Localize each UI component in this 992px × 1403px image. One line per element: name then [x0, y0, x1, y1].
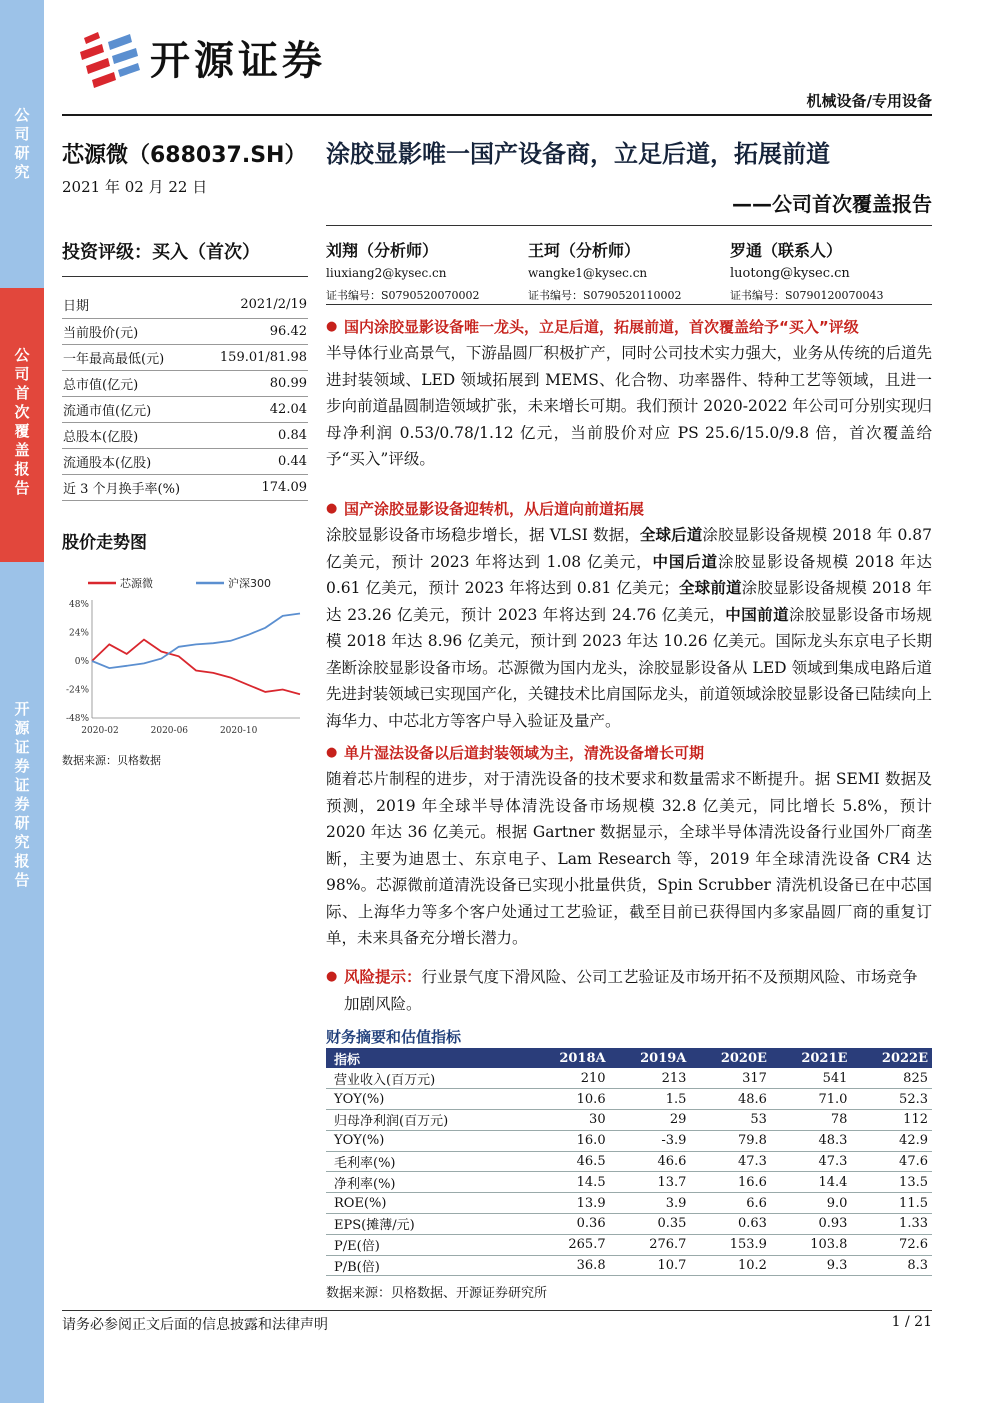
column-header: 2019A: [610, 1048, 691, 1068]
row-label: EPS(摊薄/元): [326, 1214, 529, 1235]
financial-table-title: 财务摘要和估值指标: [326, 1028, 462, 1046]
row-label: P/B(倍): [326, 1255, 529, 1276]
analyst-cert: 证书编号：S0790120070043: [730, 289, 884, 302]
price-trend-chart: [62, 568, 308, 746]
table-cell: 1.5: [610, 1089, 691, 1110]
section-heading: ● 国产涂胶显影设备迎转机，从后道向前道拓展: [326, 500, 932, 518]
table-cell: 10.2: [690, 1255, 771, 1276]
analyst-cert: 证书编号：S0790520110002: [528, 289, 682, 302]
table-cell: 541: [771, 1068, 852, 1089]
analyst-email[interactable]: luotong@kysec.cn: [730, 266, 850, 281]
text-run: 涂胶显影设备规模 2018 年达 23.26 亿美元，预计 2023 年将达到 24.76 亿美元，: [326, 579, 932, 624]
analyst-card: [528, 238, 730, 303]
table-row: [62, 370, 308, 396]
stock-name: 芯源微（688037.SH）: [62, 143, 307, 168]
row-label: ROE(%): [326, 1193, 529, 1214]
analyst-list: [326, 238, 932, 303]
section-1: [326, 318, 932, 473]
divider: [326, 304, 932, 305]
row-label: 毛利率(%): [326, 1151, 529, 1172]
table-cell: 47.3: [771, 1151, 852, 1172]
table-cell: 265.7: [529, 1234, 610, 1255]
risk-text: 行业景气度下滑风险、公司工艺验证及市场开拓不及预期风险、市场竞争加剧风险。: [344, 968, 918, 1013]
band-report-type: [0, 288, 44, 562]
table-cell: 9.0: [771, 1193, 852, 1214]
table-cell: 112: [851, 1110, 932, 1131]
table-cell: 6.6: [690, 1193, 771, 1214]
column-header: 2021E: [771, 1048, 852, 1068]
text-bold: 全球后道: [639, 525, 703, 544]
section-3: [326, 744, 932, 952]
row-label: YOY(%): [326, 1089, 529, 1110]
financial-table-source: 数据来源：贝格数据、开源证券研究所: [326, 1286, 548, 1301]
table-cell: 16.6: [690, 1172, 771, 1193]
band-label-3: 开源证券 证券研究报告: [14, 700, 30, 889]
divider: [62, 114, 932, 116]
financial-table: [326, 1048, 932, 1276]
table-row: [62, 448, 308, 474]
table-cell: 103.8: [771, 1234, 852, 1255]
table-cell: 47.6: [851, 1151, 932, 1172]
table-row: [62, 474, 308, 500]
table-cell: 30: [529, 1110, 610, 1131]
section-2: [326, 500, 932, 734]
key-value: 80.99: [203, 370, 308, 396]
row-label: 营业收入(百万元): [326, 1068, 529, 1089]
table-cell: 8.3: [851, 1255, 932, 1276]
table-cell: 9.3: [771, 1255, 852, 1276]
table-row: [62, 422, 308, 448]
table-row: [326, 1214, 932, 1235]
analyst-name: 罗通（联系人）: [730, 241, 843, 260]
table-cell: 13.9: [529, 1193, 610, 1214]
key-value: 174.09: [203, 474, 308, 500]
text-run: 涂胶显影设备市场稳步增长，据 VLSI 数据，: [326, 526, 640, 544]
table-cell: 276.7: [610, 1234, 691, 1255]
band-brand: [0, 700, 44, 920]
disclaimer-note: 请务必参阅正文后面的信息披露和法律声明: [62, 1317, 328, 1333]
table-cell: 46.5: [529, 1151, 610, 1172]
table-cell: 1.33: [851, 1214, 932, 1235]
key-value: 42.04: [203, 396, 308, 422]
analyst-name: 王珂（分析师）: [528, 241, 641, 260]
table-row: [326, 1130, 932, 1151]
table-cell: 153.9: [690, 1234, 771, 1255]
divider: [326, 225, 932, 226]
table-cell: -3.9: [610, 1130, 691, 1151]
table-cell: 14.4: [771, 1172, 852, 1193]
y-tick-label: -24%: [65, 685, 89, 696]
brand-logo-icon: [78, 32, 140, 90]
table-row: [326, 1151, 932, 1172]
table-row: [326, 1068, 932, 1089]
analyst-email[interactable]: liuxiang2@kysec.cn: [326, 266, 447, 280]
text-bold: 全球前道: [678, 578, 742, 597]
analyst-card: [326, 238, 528, 303]
band-label-1: 公司研究: [14, 106, 30, 181]
table-row: [62, 318, 308, 344]
risk-note: [326, 964, 932, 1017]
table-cell: 0.36: [529, 1214, 610, 1235]
text-run: 涂胶显影设备市场规模 2018 年达 8.96 亿美元，预计到 2023 年达 10.26 亿美元。国际龙头东京电子长期垄断涂胶显影设备市场。芯源微为国内龙头，涂胶显影设备从 LED 领域到集成电路后道先进封装领域已实现国产化，关键技术比肩国际龙头，前道领域涂胶显影设备已陆续向上海华力、中芯北方等客户导入验证及量产。: [326, 605, 932, 730]
table-cell: 11.5: [851, 1193, 932, 1214]
table-cell: 13.7: [610, 1172, 691, 1193]
analyst-name: 刘翔（分析师）: [326, 241, 439, 260]
report-date: 2021 年 02 月 22 日: [62, 178, 208, 196]
key-value: 2021/2/19: [203, 292, 308, 318]
section-text: 半导体行业高景气，下游晶圆厂积极扩产，同时公司技术实力强大，业务从传统的后道先进封装领域、LED 领域拓展到 MEMS、化合物、功率器件、特种工艺等领域，且进一步向前道晶圆制造领域扩张，未来增长可期。我们预计 2020-2022 年公司可分别实现归母净利润 0.53/0.78/1.12 亿元，当前股价对应 PS 25.6/15.0/9.8 倍，首次覆盖给予“买入”评级。: [326, 344, 932, 468]
table-cell: 42.9: [851, 1130, 932, 1151]
key-value: 0.44: [203, 448, 308, 474]
table-cell: 13.5: [851, 1172, 932, 1193]
series-line: [92, 614, 300, 669]
table-cell: 213: [610, 1068, 691, 1089]
risk-label: 风险提示：: [344, 968, 422, 986]
table-header-row: [326, 1048, 932, 1068]
column-header: 2020E: [690, 1048, 771, 1068]
report-subtitle: ——公司首次覆盖报告: [732, 192, 932, 216]
table-row: [326, 1089, 932, 1110]
row-label: YOY(%): [326, 1130, 529, 1151]
table-row: [326, 1172, 932, 1193]
column-header: 2022E: [851, 1048, 932, 1068]
price-chart-title: 股价走势图: [62, 533, 147, 553]
divider: [62, 276, 308, 277]
band-label-2: 公司首次覆盖报告: [14, 346, 30, 497]
y-tick-label: 48%: [68, 600, 89, 610]
y-tick-label: -48%: [65, 714, 89, 724]
table-row: [62, 292, 308, 318]
section-heading: ● 国内涂胶显影设备唯一龙头，立足后道，拓展前道，首次覆盖给予“买入”评级: [326, 318, 932, 336]
y-tick-label: 0%: [74, 657, 89, 667]
risk-section: [326, 964, 932, 1017]
divider: [62, 1310, 932, 1311]
table-cell: 3.9: [610, 1193, 691, 1214]
key-label: 流通股本(亿股): [62, 448, 203, 474]
investment-rating: 投资评级：买入（首次）: [62, 242, 260, 263]
table-cell: 47.3: [690, 1151, 771, 1172]
section-text: [326, 522, 932, 734]
industry-label: 机械设备/专用设备: [806, 92, 932, 110]
section-text: 随着芯片制程的进步，对于清洗设备的技术要求和数量需求不断提升。据 SEMI 数据及预测，2019 年全球半导体清洗设备市场规模 32.8 亿美元，同比增长 5.8%，预计 2020 年达 36 亿美元。根据 Gartner 数据显示，全球半导体清洗设备行业国外厂商垄断，主要为迪恩士、东京电子、Lam Research 等，2019 年全球清洗设备 CR4 达 98%。芯源微前道清洗设备已实现小批量供货，Spin Scrubber 清洗机设备已在中芯国际、上海华力等多个客户处通过工艺验证，截至目前已获得国内多家晶圆厂商的重复订单，未来具备充分增长潜力。: [326, 770, 932, 947]
key-value: 159.01/81.98: [203, 344, 308, 370]
table-cell: 78: [771, 1110, 852, 1131]
side-band: [0, 0, 44, 1403]
key-label: 流通市值(亿元): [62, 396, 203, 422]
table-cell: 29: [610, 1110, 691, 1131]
key-label: 近 3 个月换手率(%): [62, 474, 203, 500]
table-cell: 71.0: [771, 1089, 852, 1110]
table-row: [326, 1193, 932, 1214]
key-value: 96.42: [203, 318, 308, 344]
table-cell: 210: [529, 1068, 610, 1089]
analyst-email[interactable]: wangke1@kysec.cn: [528, 266, 648, 280]
table-row: [326, 1234, 932, 1255]
table-row: [326, 1110, 932, 1131]
x-tick-label: 2020-02: [81, 726, 119, 736]
table-cell: 317: [690, 1068, 771, 1089]
table-cell: 825: [851, 1068, 932, 1089]
analyst-card: [730, 238, 932, 303]
column-header: 2018A: [529, 1048, 610, 1068]
key-label: 总市值(亿元): [62, 370, 203, 396]
text-run: 涂胶显影设备规模 2018 年 0.87 亿美元，预计 2023 年将达到 1.08 亿美元，: [326, 526, 932, 571]
x-tick-label: 2020-10: [219, 726, 258, 736]
key-label: 日期: [62, 292, 203, 318]
legend-label: 沪深300: [228, 577, 271, 590]
text-bold: 中国后道: [652, 551, 719, 571]
table-cell: 53: [690, 1110, 771, 1131]
section-heading: ● 单片湿法设备以后道封装领域为主，清洗设备增长可期: [326, 744, 932, 762]
table-cell: 0.63: [690, 1214, 771, 1235]
band-company-research: [0, 100, 44, 290]
report-title: 涂胶显影唯一国产设备商，立足后道，拓展前道: [326, 140, 830, 168]
column-header: 指标: [326, 1048, 529, 1068]
table-cell: 16.0: [529, 1130, 610, 1151]
key-label: 一年最高最低(元): [62, 344, 203, 370]
text-run: 涂胶显影设备规模 2018 年达 0.61 亿美元，预计 2023 年将达到 0.81 亿美元；: [326, 552, 932, 597]
text-bold: 中国前道: [725, 604, 790, 624]
table-cell: 79.8: [690, 1130, 771, 1151]
table-cell: 10.6: [529, 1089, 610, 1110]
y-tick-label: 24%: [68, 628, 89, 639]
table-cell: 14.5: [529, 1172, 610, 1193]
key-label: 总股本(亿股): [62, 422, 203, 448]
key-value: 0.84: [203, 422, 308, 448]
table-row: [62, 396, 308, 422]
page-number: 1 / 21: [891, 1314, 932, 1330]
row-label: P/E(倍): [326, 1234, 529, 1255]
chart-source: 数据来源：贝格数据: [62, 754, 161, 767]
table-cell: 46.6: [610, 1151, 691, 1172]
table-row: [326, 1255, 932, 1276]
key-data-table: [62, 292, 308, 501]
table-cell: 48.3: [771, 1130, 852, 1151]
key-label: 当前股价(元): [62, 318, 203, 344]
table-row: [62, 344, 308, 370]
row-label: 归母净利润(百万元): [326, 1110, 529, 1131]
table-cell: 36.8: [529, 1255, 610, 1276]
analyst-cert: 证书编号：S0790520070002: [326, 289, 480, 302]
legend-label: 芯源微: [120, 577, 153, 590]
x-tick-label: 2020-06: [150, 726, 189, 736]
table-cell: 0.93: [771, 1214, 852, 1235]
table-cell: 10.7: [610, 1255, 691, 1276]
table-cell: 72.6: [851, 1234, 932, 1255]
table-cell: 48.6: [690, 1089, 771, 1110]
row-label: 净利率(%): [326, 1172, 529, 1193]
table-cell: 0.35: [610, 1214, 691, 1235]
table-cell: 52.3: [851, 1089, 932, 1110]
brand-name: 开源证券: [150, 38, 326, 84]
